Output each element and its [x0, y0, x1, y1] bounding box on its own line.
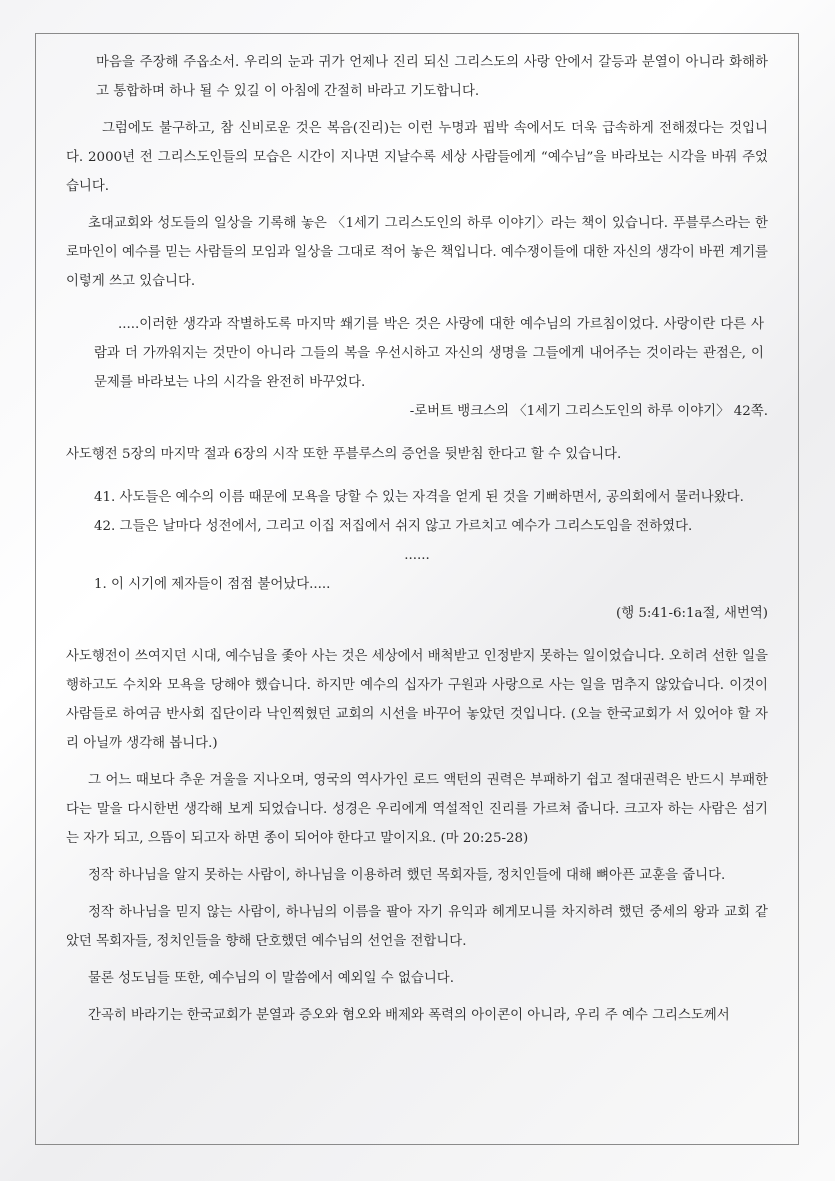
paragraph-declaration: 정작 하나님을 믿지 않는 사람이, 하나님의 이름을 팔아 자기 유익과 헤게모니를 차지하려 했던 중세의 왕과 교회 같았던 목회자들, 정치인들을 향해 단호했던 예수님의 선언을 전합니다.	[66, 905, 768, 949]
verse-citation: (행 5:41-6:1a절, 새번역)	[615, 606, 768, 621]
paragraph-hope: 간곡히 바라기는 한국교회가 분열과 증오와 혐오와 배제와 폭력의 아이콘이 아니라, 우리 주 예수 그리스도께서	[88, 1008, 730, 1023]
document-body	[66, 48, 768, 1030]
paragraph-prayer: 마음을 주장해 주옵소서. 우리의 눈과 귀가 언제나 진리 되신 그리스도의 사랑 안에서 갈등과 분열이 아니라 화해하고 통합하며 하나 될 수 있길 이 아침에 간절히 바라고 기도합니다.	[96, 55, 768, 99]
page-frame	[35, 33, 799, 1145]
verse-42: 42. 그들은 날마다 성전에서, 그리고 이집 저집에서 쉬지 않고 가르치고 예수가 그리스도임을 전하였다.	[94, 519, 693, 534]
verse-ellipsis: ......	[404, 548, 430, 563]
quote-citation: -로버트 뱅크스의 〈1세기 그리스도인의 하루 이야기〉 42쪽.	[409, 404, 768, 419]
paragraph-acts-era: 사도행전이 쓰여지던 시대, 예수님을 좇아 사는 것은 세상에서 배척받고 인정받지 못하는 일이었습니다. 오히려 선한 일을 행하고도 수치와 모욕을 당해야 했습니다. 하지만 예수의 십자가 구원과 사랑으로 사는 일을 멈추지 않았습니다. 이것이 사람들로 하여금 반사회 집단이라 낙인찍혔던 교회의 시선을 바꾸어 놓았던 것입니다. (오늘 한국교회가 서 있어야 할 자리 아닐까 생각해 봅니다.)	[66, 649, 768, 751]
quote-block: .....이러한 생각과 작별하도록 마지막 쐐기를 박은 것은 사랑에 대한 예수님의 가르침이었다. 사랑이란 다른 사람과 더 가까워지는 것만이 아니라 그들의 복을 우선시하고 자신의 생명을 그들에게 내어주는 것이라는 관점은, 이 문제를 바라보는 나의 시각을 완전히 바꾸었다.	[94, 317, 764, 390]
verse-41: 41. 사도들은 예수의 이름 때문에 모욕을 당할 수 있는 자격을 얻게 된 것을 기뻐하면서, 공의회에서 물러나왔다.	[94, 490, 744, 505]
paragraph-book-intro: 초대교회와 성도들의 일상을 기록해 놓은 〈1세기 그리스도인의 하루 이야기〉라는 책이 있습니다. 푸블루스라는 한 로마인이 예수를 믿는 사람들의 모임과 일상을 그대로 적어 놓은 책입니다. 예수쟁이들에 대한 자신의 생각이 바뀐 계기를 이렇게 쓰고 있습니다.	[66, 216, 768, 289]
verse-6-1: 1. 이 시기에 제자들이 점점 불어났다.....	[94, 577, 331, 592]
paragraph-acts-intro: 사도행전 5장의 마지막 절과 6장의 시작 또한 푸블루스의 증언을 뒷받침 한다고 할 수 있습니다.	[66, 447, 622, 462]
paragraph-gospel-spread: 그럼에도 불구하고, 참 신비로운 것은 복음(진리)는 이런 누명과 핍박 속에서도 더욱 급속하게 전해졌다는 것입니다. 2000년 전 그리스도인들의 모습은 시간이 지나면 지날수록 세상 사람들에게 “예수님”을 바라보는 시각을 바꿔 주었습니다.	[66, 121, 768, 194]
paragraph-winter: 그 어느 때보다 추운 겨울을 지나오며, 영국의 역사가인 로드 액턴의 권력은 부패하기 쉽고 절대권력은 반드시 부패한다는 말을 다시한번 생각해 보게 되었습니다. 성경은 우리에게 역설적인 진리를 가르쳐 줍니다. 크고자 하는 사람은 섬기는 자가 되고, 으뜸이 되고자 하면 종이 되어야 한다고 말이지요. (마 20:25-28)	[66, 773, 768, 846]
paragraph-lesson: 정작 하나님을 알지 못하는 사람이, 하나님을 이용하려 했던 목회자들, 정치인들에 대해 뼈아픈 교훈을 줍니다.	[88, 868, 726, 883]
paragraph-exception: 물론 성도님들 또한, 예수님의 이 말씀에서 예외일 수 없습니다.	[88, 971, 454, 986]
